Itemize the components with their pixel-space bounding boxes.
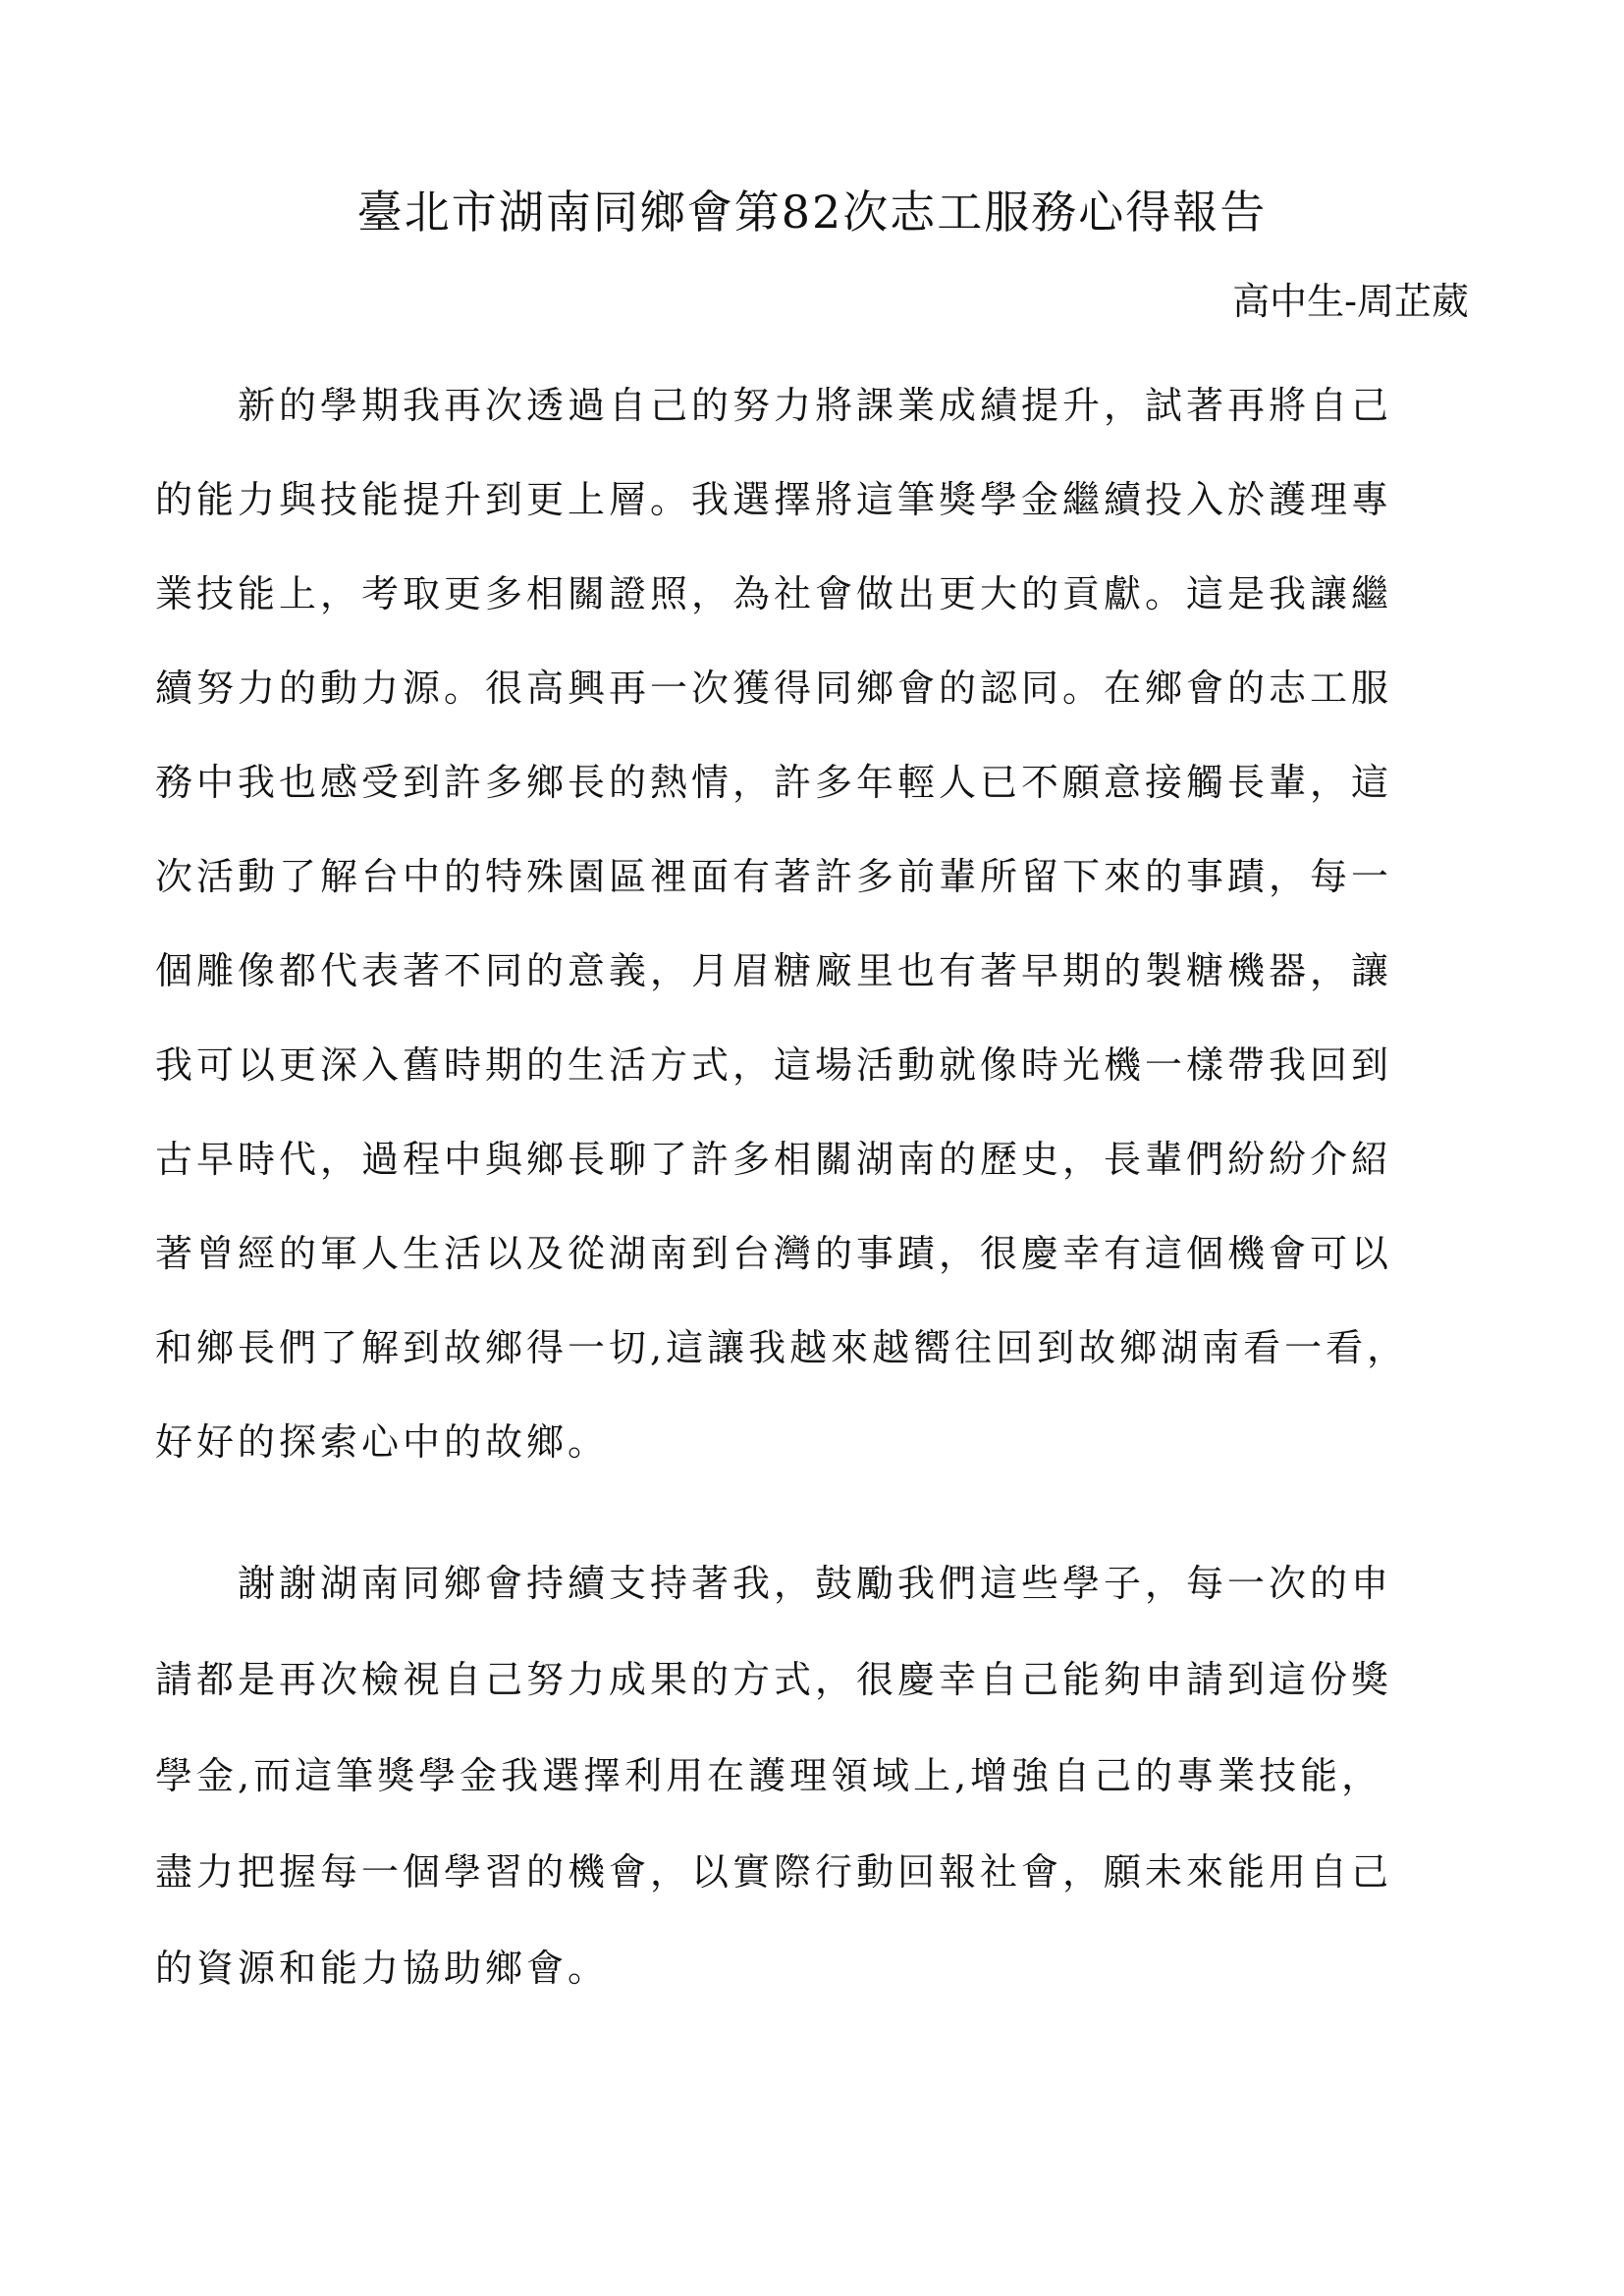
report-title: 臺北市湖南同鄉會第82次志工服務心得報告 (356, 186, 1268, 239)
paragraph-line: 和鄉長們了解到故鄉得一切,這讓我越來越嚮往回到故鄉湖南看一看， (155, 1326, 1409, 1369)
paragraph-line: 的資源和能力協助鄉會。 (155, 1947, 610, 1990)
paragraph-line: 次活動了解台中的特殊園區裡面有著許多前輩所留下來的事蹟，每一 (155, 855, 1393, 898)
paragraph-line: 盡力把握每一個學習的機會，以實際行動回報社會，願未來能用自己 (155, 1850, 1393, 1894)
author-line: 高中生-周芷葳 (1232, 280, 1469, 323)
paragraph-line: 業技能上，考取更多相關證照，為社會做出更大的貢獻。這是我讓繼 (155, 572, 1393, 615)
paragraph-line: 務中我也感受到許多鄉長的熱情，許多年輕人已不願意接觸長輩，這 (155, 761, 1393, 804)
paragraph-line: 個雕像都代表著不同的意義，月眉糖廠里也有著早期的製糖機器，讓 (155, 949, 1393, 992)
paragraph-line: 謝謝湖南同鄉會持續支持著我，鼓勵我們這些學子，每一次的申 (155, 1562, 1393, 1605)
paragraph-line: 古早時代，過程中與鄉長聊了許多相關湖南的歷史，長輩們紛紛介紹 (155, 1138, 1393, 1181)
paragraph-line: 續努力的動力源。很高興再一次獲得同鄉會的認同。在鄉會的志工服 (155, 667, 1393, 710)
paragraph-2 (155, 1559, 1471, 2040)
paragraph-line: 請都是再次檢視自己努力成果的方式，很慶幸自己能夠申請到這份獎 (155, 1658, 1393, 1701)
paragraph-line: 的能力與技能提升到更上層。我選擇將這筆獎學金繼續投入於護理專 (155, 478, 1393, 521)
paragraph-line: 我可以更深入舊時期的生活方式，這場活動就像時光機一樣帶我回到 (155, 1043, 1393, 1087)
paragraph-line: 好好的探索心中的故鄉。 (155, 1420, 610, 1464)
paragraph-line: 學金,而這筆獎學金我選擇利用在護理領域上,增強自己的專業技能， (155, 1754, 1383, 1797)
paragraph-line: 著曾經的軍人生活以及從湖南到台灣的事蹟，很慶幸有這個機會可以 (155, 1232, 1393, 1275)
paragraph-1 (155, 381, 1471, 1512)
paragraph-line: 新的學期我再次透過自己的努力將課業成績提升，試著再將自己 (155, 384, 1393, 427)
